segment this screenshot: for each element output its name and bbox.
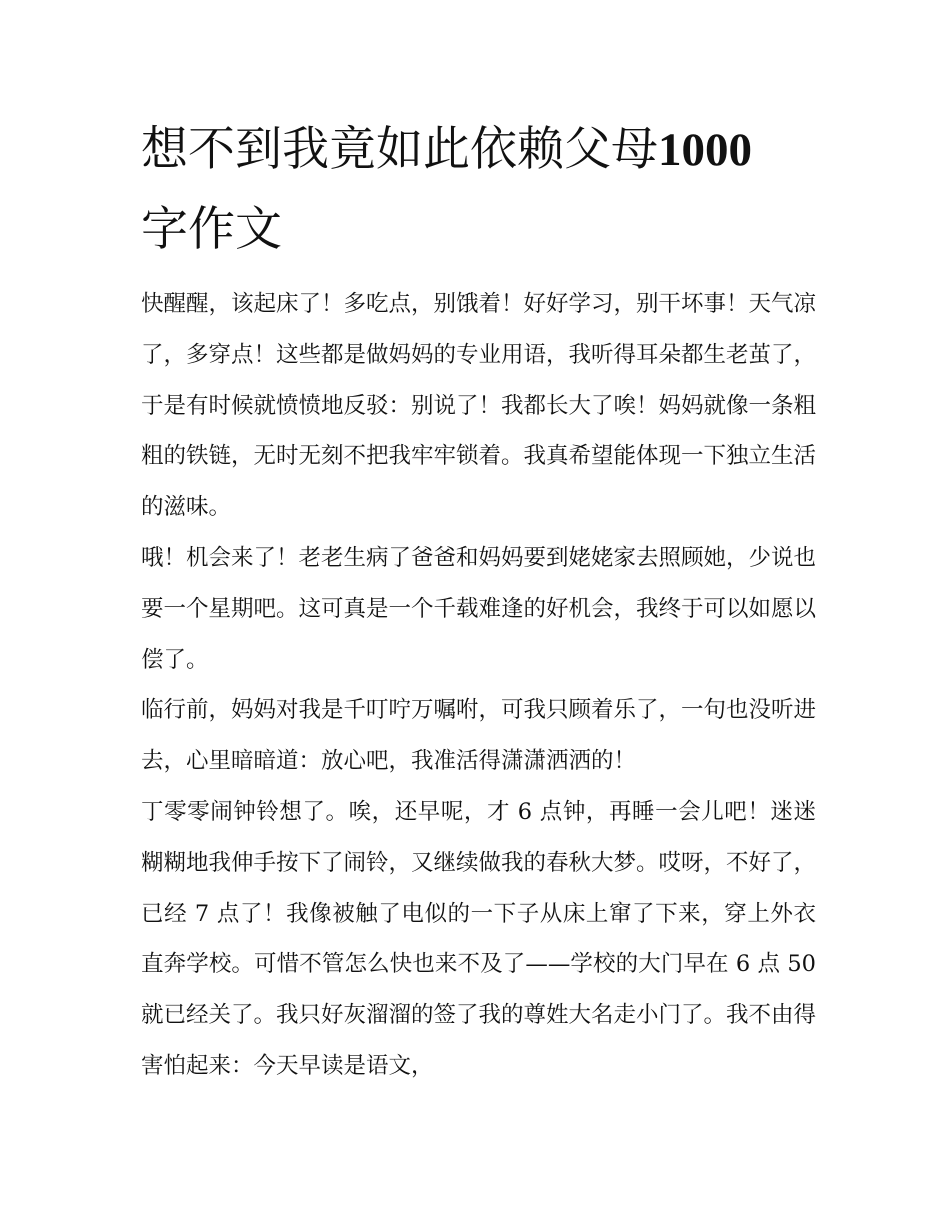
title-number: 1000 <box>658 124 752 176</box>
paragraph-2: 哦！机会来了！老老生病了爸爸和妈妈要到姥姥家去照顾她，少说也要一个星期吧。这可真是一个千载难逢的好机会，我终于可以如愿以偿了。 <box>141 544 817 673</box>
title-suffix: 字作文 <box>141 202 282 257</box>
page-title <box>141 110 821 270</box>
paragraph-4: 丁零零闹钟铃想了。唉，还早呢，才 6 点钟，再睡一会儿吧！迷迷糊糊地我伸手按下了闹铃，又继续做我的春秋大梦。哎呀，不好了，已经 7 点了！我像被触了电似的一下子从床上窜了下来，穿上外衣直奔学校。可惜不管怎么快也来不及了——学校的大门早在 6 点 50 就已经关了。我只好灰溜溜的签了我的尊姓大名走小门了。我不由得害怕起来：今天早读是语文， <box>141 798 817 1079</box>
paragraph-3: 临行前，妈妈对我是千叮咛万嘱咐，可我只顾着乐了，一句也没听进去，心里暗暗道：放心吧，我准活得潇潇洒洒的！ <box>141 697 817 775</box>
title-main: 想不到我竟如此依赖父母 <box>141 122 658 177</box>
essay-body <box>141 279 816 1092</box>
paragraph-1: 快醒醒，该起床了！多吃点，别饿着！好好学习，别干坏事！天气凉了，多穿点！这些都是做妈妈的专业用语，我听得耳朵都生老茧了，于是有时候就愤愤地反驳：别说了！我都长大了唉！妈妈就像一条粗粗的铁链，无时无刻不把我牢牢锁着。我真希望能体现一下独立生活的滋味。 <box>141 291 817 521</box>
